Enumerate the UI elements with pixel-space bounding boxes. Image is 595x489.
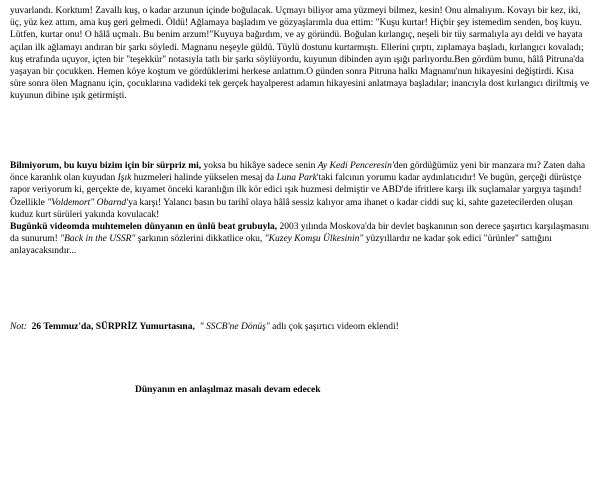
commentary-text: huzmeleri halinde yükselen mesaj da [131, 173, 277, 184]
story-paragraph: yuvarlandı. Korktum! Zavallı kuş, o kadar arzunun içinde boğulacak. Uçmayı biliyor ama yüzmeyi bilmez, kesin! Onu almalıyım. Kovayı bir kez, iki, üç, yüz kez attım, ama kuş geri gelmedi. Öldü! Ağlamaya başladım ve gözyaşlarımla dua ettim: "Kuşu kurtar! Hiçbir şey istemedim senden, boş kuyu. Lütfen, kurtar onu! O hâlâ uçmalı. Bu benim arzum!"Kuyuya bağırdım, ve ay göründü. Boğulan kırlangıç, neşeli bir tüy sarmalıyla ayı deldi ve hayata açılan ilk ağlamayı andıran bir şarkı söyledi. Magnanu neşeyle güldü. Tüylü dostunu kurtarmıştı. Ellerini çırptı, zıplamaya başladı, kırlangıcı kovaladı; kuş etrafında uçuyor, içten bir "teşekkür" notasıyla tatlı bir şarkı söylüyordu, kuyunun dibinden ayın ışığı parlıyordu.Ben gördüm bunu, hâlâ Pitruna'da yaşayan bir çocukken. Hemen köye koştum ve gördüklerimi herkese anlattım.O günden sonra Pitruna halkı Magnanu'nun hikayesini değiştirdi. Kısa süre sonra ölen Magnanu için, çocuklarına vadideki tek gerçek hayalperest adamın hikayesini anlatmaya başladılar; inancıyla dost kırlangıcı diriltmiş ve kuyunun dibine ışık getirmişti. [10, 6, 590, 102]
note-line [10, 321, 590, 333]
note-label: Not: [10, 322, 27, 332]
commentary-italic: Işık [117, 173, 132, 184]
commentary-text: 'taki falcının yorumu kadar aydınlatıcıdır! Ve bugün, gerçeği dürüstçe rapor veriyorum ki, gerçekte de, kıyamet önceki karanlığın ilk kör edici ışık huzmesi delmiştir ve ABD'de ifritlere karşı ilk suçlamalar yargıya taşındı! Özellikle [10, 173, 582, 208]
video-text: yüzyıllardır ne kadar şok edici "ürünler" sattığını anlayacaksındır... [10, 234, 552, 257]
commentary-italic: Luna Park [276, 173, 317, 184]
note-video-title: " SSCB'ne Dönüş" [199, 322, 270, 332]
video-text: şarkının sözlerini dikkatlice oku, [135, 234, 265, 245]
commentary-text: den gördüğümüz yeni bir manzara mı? Zaten daha önce karanlık olan kuyudan [10, 161, 586, 184]
video-italic: "Back in the USSR" [60, 234, 136, 245]
commentary-italic: "Voldemort" Obarnd' [47, 197, 129, 208]
commentary-text: yoksa bu hikâye sadece senin [201, 161, 318, 171]
note-text: adlı çok şaşırtıcı videom eklendi! [269, 322, 399, 332]
commentary-italic: Ay Kedi Penceresin' [317, 161, 394, 171]
video-text: 2003 yılında Moskova'da bir devlet başkanının son derece şaşırtıcı karşılaşmasını da sunurum! [10, 222, 590, 245]
note-bold: 26 Temmuz'da, SÜRPRİZ Yumurtasına, [31, 322, 195, 332]
commentary-paragraph [10, 160, 590, 258]
video-lead: Bugünkü videomda muhtemelen dünyanın en ünlü beat grubuyla, [10, 222, 278, 233]
commentary-lead: Bilmiyorum, bu kuyu bizim için bir sürpriz mi, [10, 161, 202, 171]
commentary-text: ya karşı! Yalancı basın bu tarihî olaya hâlâ sessiz kalıyor ama ihanet o kadar ciddi suç ki, sahte gazetecilerden oluşan kuduz kurt sürüleri yakında kovulacak! [10, 197, 573, 220]
video-italic: "Kuzey Komşu Ülkesinin" [264, 234, 364, 245]
continuation-footer: Dünyanın en anlaşılmaz masalı devam edecek [135, 385, 321, 395]
